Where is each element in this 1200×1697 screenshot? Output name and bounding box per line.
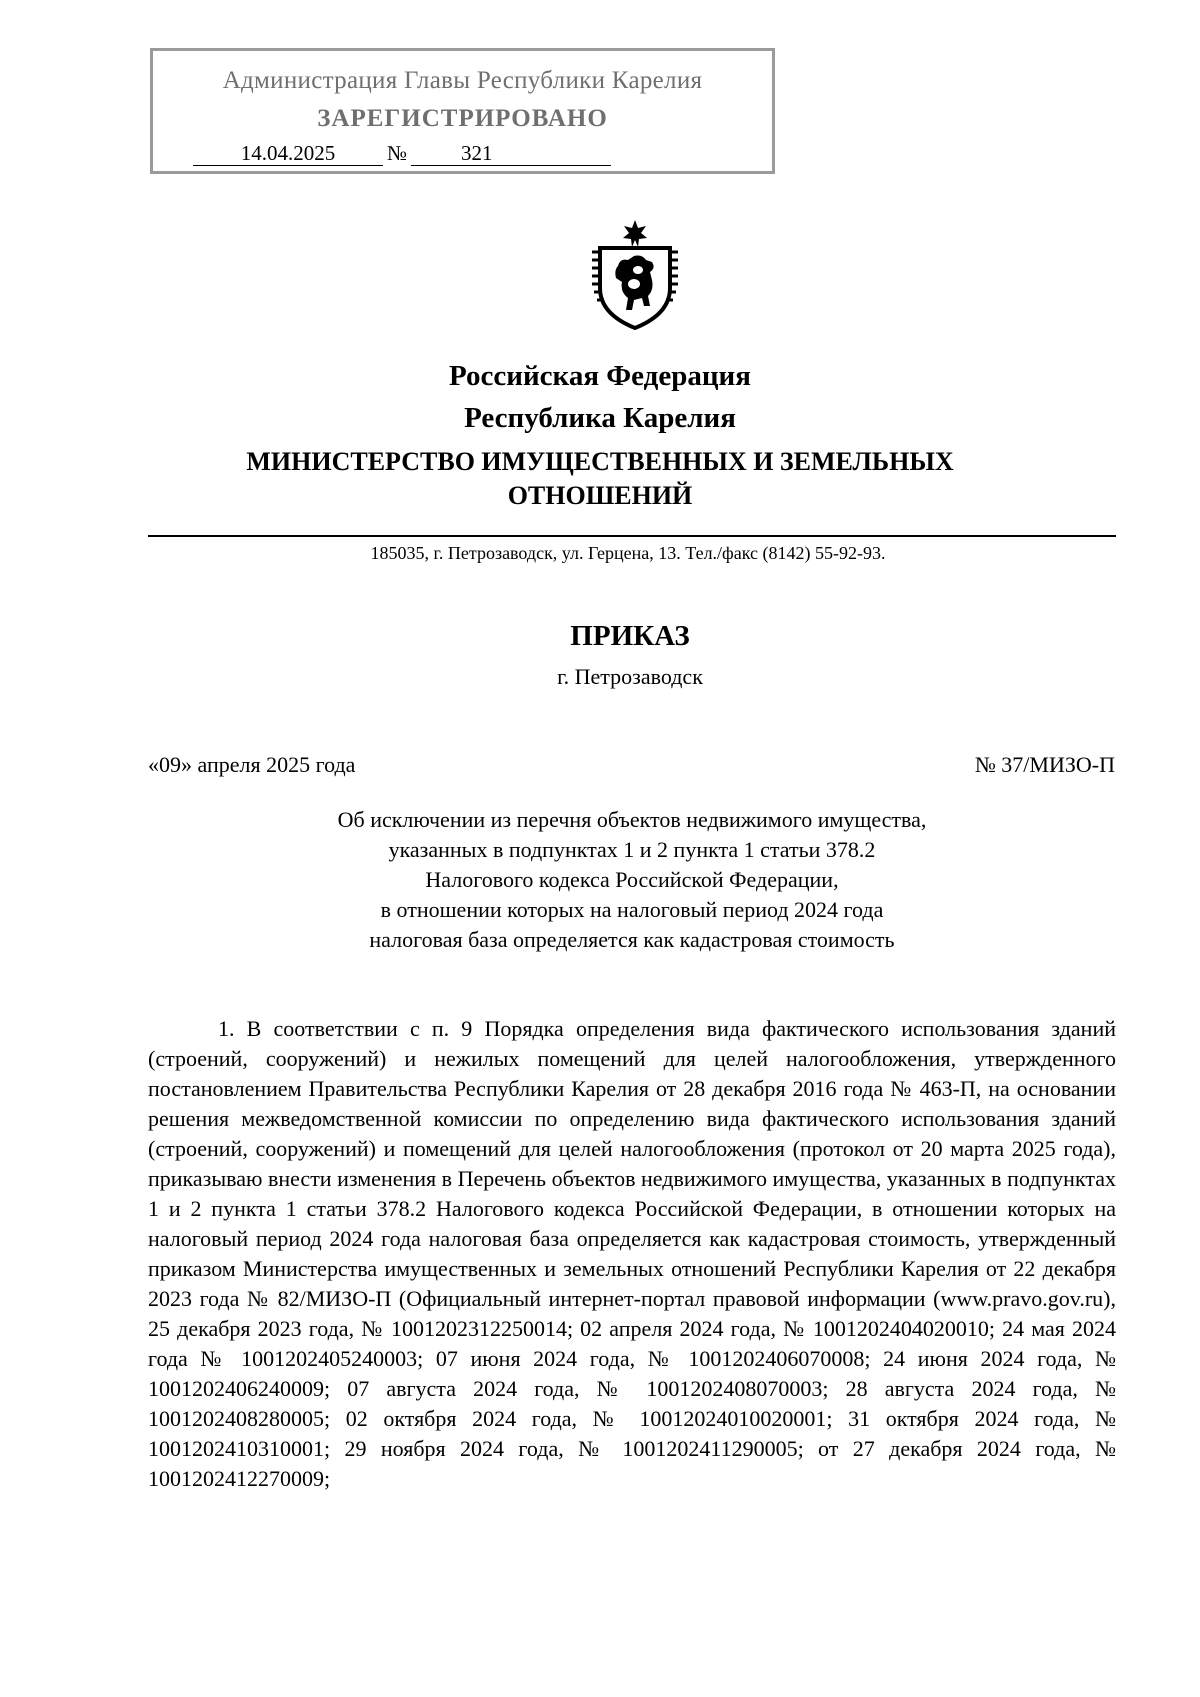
order-date: «09» апреля 2025 года [148,752,356,777]
body-paragraph-1: 1. В соответствии с п. 9 Порядка определения вида фактического использования зданий (строений, сооружений) и нежилых помещений для целей налогообложения, утвержденного постановлением Правительства Республики Карелия от 28 декабря 2016 года № 463-П, на основании решения межведомственной комиссии по определению вида фактического использования зданий (строений, сооружений) и помещений для целей налогообложения (протокол от 20 марта 2025 года), приказываю внести изменения в Перечень объектов недвижимого имущества, указанных в подпунктах 1 и 2 пункта 1 статьи 378.2 Налогового кодекса Российской Федерации, в отношении которых на налоговый период 2024 года налоговая база определяется как кадастровая стоимость, утвержденный приказом Министерства имущественных и земельных отношений Республики Карелия от 22 декабря 2023 года № 82/МИЗО-П (Официальный интернет-портал правовой информации (www.pravo.gov.ru), 25 декабря 2023 года, № 1001202312250014; 02 апреля 2024 года, № 1001202404020010; 24 мая 2024 года № 1001202405240003; 07 июня 2024 года, № 1001202406070008; 24 июня 2024 года, № 1001202406240009; 07 августа 2024 года, № 1001202408070003; 28 августа 2024 года, № 1001202408280005; 02 октября 2024 года, № 10012024010020001; 31 октября 2024 года, № 1001202410310001; 29 ноября 2024 года, № 1001202411290005; от 27 декабря 2024 года, № 1001202412270009; [148,1016,1116,1491]
subject-line: в отношении которых на налоговый период 2024 года [380,897,884,922]
order-subject [0,805,1200,955]
stamp-status: ЗАРЕГИСТРИРОВАНО [317,105,608,132]
header-divider [148,535,1116,537]
subject-line: Налогового кодекса Российской Федерации, [425,867,839,892]
stamp-number-sign: № [386,141,408,165]
header-country: Российская Федерация [449,360,751,392]
header-ministry-line2: ОТНОШЕНИЙ [507,481,693,510]
subject-line: Об исключении из перечня объектов недвижимого имущества, [337,807,927,832]
header-ministry-line1: МИНИСТЕРСТВО ИМУЩЕСТВЕННЫХ И ЗЕМЕЛЬНЫХ [246,447,954,476]
header-address: 185035, г. Петрозаводск, ул. Герцена, 13. Тел./факс (8142) 55-92-93. [370,543,886,563]
coat-of-arms-icon [590,218,680,330]
order-number: № 37/МИЗО-П [974,752,1115,777]
subject-line: налоговая база определяется как кадастровая стоимость [369,927,895,952]
subject-line: указанных в подпунктах 1 и 2 пункта 1 статьи 378.2 [388,837,876,862]
emblem-star-icon [623,220,647,247]
order-city: г. Петрозаводск [557,664,703,689]
stamp-number: 321 [411,141,611,166]
header-republic: Республика Карелия [464,402,736,434]
registration-stamp [150,48,775,174]
header-ministry [0,445,1200,513]
stamp-authority: Администрация Главы Республики Карелия [222,67,703,94]
stamp-date: 14.04.2025 [193,141,383,166]
order-title: ПРИКАЗ [570,620,690,652]
stamp-registration-line [193,141,753,169]
